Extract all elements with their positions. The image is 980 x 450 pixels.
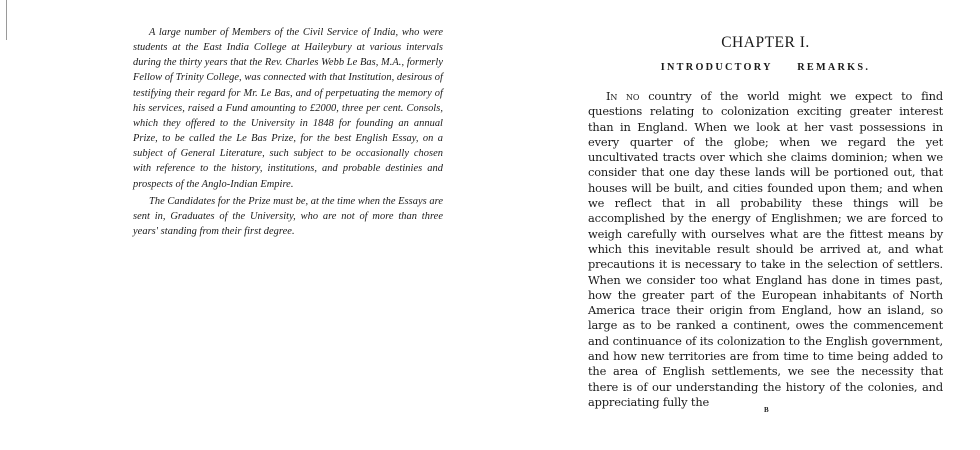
body-text-continuation: country of the world might we expect to find questions relating to colonization exciting greater interest than in England. When we look at her vast possessions in every quarter of the globe; when we regard the yet uncultivated tracts over which she claims dominion; when we consider that one day these lands will be portioned out, that houses will be built, and cities founded upon them; and when we reflect that in all probability these things will be accomplished by the energy of Englishmen; we are forced to weigh carefully with ourselves what are the fittest means by which this inevitable result should be arrived at, and what precautions it is necessary to take in the selection of settlers. When we consider too what England has done in times past, how the greater part of the European inhabitants of North America trace their origin from England, how an island, so large as to be ranked a continent, owes the commencement and continuance of its colonization to the English government, and how new territories are from time to time being added to the area of English settlements, we see the necessity that there is of our understanding the history of the colonies, and appreciating fully the	[588, 89, 943, 409]
candidates-paragraph: The Candidates for the Prize must be, at the time when the Essays are sent in, Graduates of the University, who are not of more than three years' standing from their first degree.	[133, 195, 443, 238]
left-page	[133, 25, 443, 239]
chapter-title: CHAPTER I.	[721, 34, 810, 51]
prize-description-paragraph: A large number of Members of the Civil Service of India, who were students at the East India College at Haileybury at various intervals during the thirty years that the Rev. Charles Webb Le Bas, M.A., formerly Fellow of Trinity College, was connected with that Institution, desirous of testifying their regard for Mr. Le Bas, and of perpetuating the memory of his services, raised a Fund amounting to £2000, three per cent. Consols, which they offered to the University in 1848 for founding an annual Prize, to be called the Le Bas Prize, for the best English Essay, on a subject of General Literature, such subject to be occasionally chosen with reference to the history, institutions, and probable destinies and prospects of the Anglo-Indian Empire.	[133, 27, 443, 190]
page-edge-mark	[6, 0, 7, 40]
chapter-body-text	[588, 89, 943, 410]
lead-words: In no	[606, 89, 640, 103]
signature-mark: B	[764, 406, 769, 414]
section-title: INTRODUCTORY REMARKS.	[660, 62, 871, 73]
right-page	[588, 32, 943, 410]
